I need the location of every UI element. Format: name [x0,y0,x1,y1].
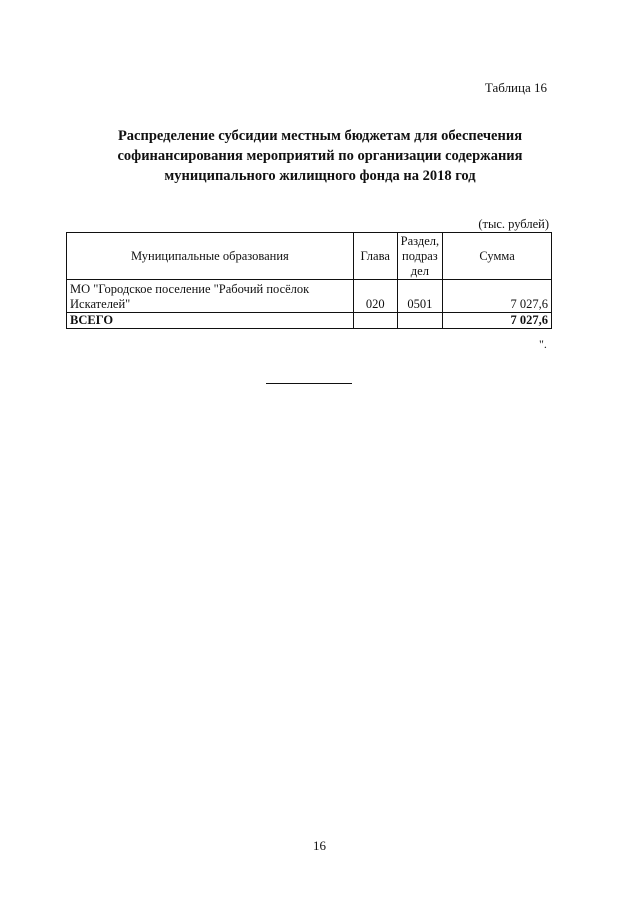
closing-quote: ". [539,337,547,351]
header-section-line-2: подраз [402,248,438,263]
total-amount: 7 027,6 [443,313,552,329]
title-line-1: Распределение субсидии местным бюджетам для обеспечения [117,128,523,144]
document-title [60,126,580,186]
header-section [397,233,442,280]
header-section-line-1: Раздел, [400,233,440,248]
title-line-3: муниципального жилищного фонда на 2018 год [164,168,476,184]
row-name-line-1: МО "Городское поселение "Рабочий посёлок [70,282,310,296]
total-row [67,313,552,329]
table-label: Таблица 16 [484,80,547,95]
row-municipality-name [67,280,354,313]
units-label: (тыс. рублей) [478,217,549,231]
table-row [67,280,552,313]
header-municipality: Муниципальные образования [67,233,354,280]
total-section-empty [397,313,442,329]
header-chapter: Глава [353,233,397,280]
table-header-row [67,233,552,280]
row-section: 0501 [397,280,442,313]
title-line-2: софинансирования мероприятий по организации содержания [117,148,523,164]
row-amount: 7 027,6 [443,280,552,313]
header-amount: Сумма [443,233,552,280]
subsidy-table [66,232,552,329]
page-number: 16 [313,838,326,853]
separator-line [266,383,352,384]
row-name-line-2: Искателей" [70,297,131,311]
header-section-line-3: дел [410,263,429,278]
total-chapter-empty [353,313,397,329]
row-chapter: 020 [353,280,397,313]
total-label: ВСЕГО [67,313,354,329]
